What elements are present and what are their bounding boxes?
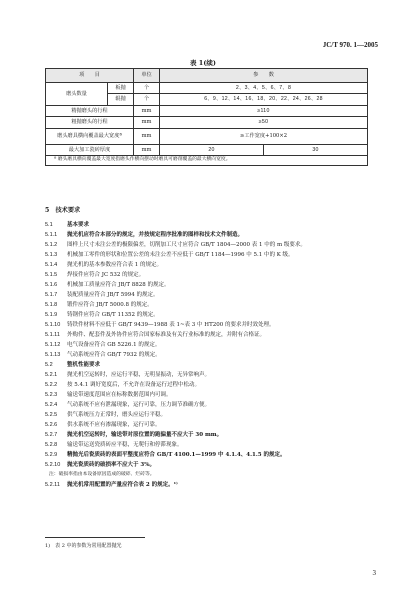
clause-text: 机械加工零件的形状和位置公差的未注公差不应低于 GB/T 1184—1996 中 5.1 中的 K 级。 [67, 252, 294, 258]
table-row [46, 144, 368, 155]
clause-item [45, 330, 375, 340]
clause-number: 5.1.1 [45, 232, 58, 238]
clause-item [45, 410, 375, 420]
clause-item [45, 440, 375, 450]
clause-text: 抛光机空运转时，输送带对原位置的跑偏量不应大于 30 mm。 [67, 432, 223, 438]
clause-text: 气动系统不应有泄漏现象，运行可靠，压力调节准确方便。 [67, 402, 211, 408]
clause-number: 5.1.5 [45, 272, 58, 278]
clause-item [45, 260, 375, 270]
clause-text: 抛光瓷质砖的破损率不应大于 3%。 [67, 462, 155, 468]
clause-item [45, 460, 375, 470]
row-unit: mm [134, 117, 160, 128]
spec-table [45, 68, 368, 166]
table-row [46, 83, 368, 94]
clause-number: 5.1.13 [45, 352, 61, 358]
clause-text: 抛光机空运转时，应运行平稳，无明显振动，无异常响声。 [67, 372, 211, 378]
clause-item [45, 240, 375, 250]
clause-text: 机械加工质量应符合 JB/T 8828 的规定。 [67, 282, 170, 288]
clause-text: 装配质量应符合 JB/T 5994 的规定。 [67, 292, 159, 298]
clause-heading [45, 360, 375, 370]
requirements-list [45, 220, 375, 490]
clause-item [45, 270, 375, 280]
clause-number: 5.1.2 [45, 242, 58, 248]
clause-item [45, 310, 375, 320]
clause-item [45, 320, 375, 330]
row-label: 最大加工瓷砖厚度 [46, 144, 134, 155]
clause-item [45, 230, 375, 240]
clause-text: 抛光机常用配置的产量应符合表 2 的规定。¹⁾ [67, 482, 178, 488]
clause-number: 5.2.11 [45, 482, 60, 488]
clause-item [45, 430, 375, 440]
clause-number: 5.2.9 [45, 452, 58, 458]
clause-text: 注：破损率指由本设备原因造成的破碎、烂砖等。 [49, 472, 155, 477]
clause-item [45, 420, 375, 430]
table-note-row [46, 155, 368, 165]
footnote-divider [45, 537, 145, 538]
row-unit: 个 [134, 94, 160, 105]
header-unit: 单位 [134, 69, 160, 83]
table-note: ª 磨头磨具横向覆盖最大宽度指磨头作横向摆动时磨具可磨削覆盖的最大横向宽度。 [46, 155, 368, 165]
clause-item [45, 380, 375, 390]
clause-text: 供水系统不应有渗漏现象，运行可靠。 [67, 422, 161, 428]
row-value: ≥工作宽度+100×2 [160, 128, 368, 144]
clause-text: 焊接件应符合 JC 532 的规定。 [67, 272, 145, 278]
clause-item [45, 300, 375, 310]
clause-number: 5.1.3 [45, 252, 58, 258]
clause-number: 5.1.10 [45, 322, 61, 328]
clause-number: 5.2.4 [45, 402, 58, 408]
clause-text: 精抛光后瓷质砖的表面平整度应符合 GB/T 4100.1—1999 中 4.1.4、4.1.5 的规定。 [67, 452, 286, 458]
table-header-row [46, 69, 368, 83]
clause-number: 5.1.11 [45, 332, 60, 338]
clause-item [45, 290, 375, 300]
table-row [46, 128, 368, 144]
row-unit: mm [134, 128, 160, 144]
clause-text: 输送带速度范围应在标称数据范围内可调。 [67, 392, 172, 398]
clause-number: 5.1.7 [45, 292, 58, 298]
clause-number: 5.2.1 [45, 372, 58, 378]
clause-heading [45, 220, 375, 230]
clause-item [45, 340, 375, 350]
clause-number: 5.2.10 [45, 462, 61, 468]
clause-item [45, 450, 375, 460]
clause-number: 5.1.4 [45, 262, 58, 268]
row-value: ≥110 [160, 105, 368, 116]
clause-item [45, 250, 375, 260]
row-label: 精抛磨头的行程 [46, 105, 134, 116]
clause-text: 铸铁件材料不应低于 GB/T 9439—1988 表 1~表 3 中 HT200 的要求并时效处理。 [67, 322, 275, 328]
row-sub: 板抛 [108, 83, 134, 94]
row-value: 6、9、12、14、16、18、20、22、24、26、28 [160, 94, 368, 105]
clause-item [45, 280, 375, 290]
row-label: 磨头磨具横向覆盖最大宽度ª [46, 128, 134, 144]
clause-text: 外购件、配套件及外协件应符合国家标准及有关行业标准的规定，并附有合格证。 [67, 332, 266, 338]
clause-number: 5.2.8 [45, 442, 58, 448]
clause-text: 锻件应符合 JB/T 5000.8 的规定。 [67, 302, 153, 308]
clause-item [45, 480, 375, 490]
row-unit: mm [134, 105, 160, 116]
table-row [46, 117, 368, 128]
row-sub: 辊抛 [108, 94, 134, 105]
clause-number: 5.1.12 [45, 342, 61, 348]
clause-text: 基本要求 [67, 222, 90, 228]
clause-text: 抛光机应符合本部分的规定，并按规定程序批准的图样和技术文件制造。 [67, 232, 244, 238]
clause-number: 5.2.2 [45, 382, 58, 388]
row-value: ≥50 [160, 117, 368, 128]
row-unit: 个 [134, 83, 160, 94]
clause-text: 供气系统压力正常时，磨头应运行平稳。 [67, 412, 167, 418]
clause-text: 按 5.4.1 调好宽度后，不允许在设备运行过程中松动。 [67, 382, 200, 388]
clause-item [45, 350, 375, 360]
row-unit: mm [134, 144, 160, 155]
clause-text: 抛光机的基本参数应符合表 1 的规定。 [67, 262, 162, 268]
clause-number: 5.2 [45, 362, 53, 368]
footnote: 1) 表 2 中的参数为常用配置抛光 [45, 543, 122, 549]
row-value: 2、3、4、5、6、7、8 [160, 83, 368, 94]
clause-text: 气动系统应符合 GB/T 7932 的规定。 [67, 352, 161, 358]
clause-number: 5.2.7 [45, 432, 58, 438]
clause-item [45, 390, 375, 400]
clause-item [45, 400, 375, 410]
clause-text: 电气设备应符合 GB 5226.1 的规定。 [67, 342, 161, 348]
clause-item [45, 370, 375, 380]
clause-number: 5.2.3 [45, 392, 58, 398]
clause-number: 5.1 [45, 222, 53, 228]
clause-note [45, 470, 375, 480]
page-number: 3 [372, 569, 376, 577]
table-row [46, 105, 368, 116]
header-params: 参 数 [160, 69, 368, 83]
clause-number: 5.2.6 [45, 422, 58, 428]
clause-text: 图样上尺寸未注公差的极限偏差，切削加工尺寸应符合 GB/T 1804—2000 表 1 中的 m 级要求。 [67, 242, 306, 248]
header-item: 项 目 [46, 69, 134, 83]
row-value-right: 30 [264, 144, 368, 155]
section-title: 5 技术要求 [45, 207, 81, 214]
row-label: 磨头数量 [46, 83, 108, 106]
clause-text: 输送带运送瓷质砖应平稳，无爬行和停滞现象。 [67, 442, 183, 448]
clause-text: 铸钢件应符合 GB/T 11352 的规定。 [67, 312, 159, 318]
table-title: 表 1(续) [190, 59, 216, 67]
clause-number: 5.1.8 [45, 302, 58, 308]
clause-number: 5.2.5 [45, 412, 58, 418]
page-header: JC/T 970. 1—2005 [322, 41, 378, 49]
row-value-left: 20 [160, 144, 264, 155]
clause-number: 5.1.9 [45, 312, 58, 318]
row-label: 粗抛磨头的行程 [46, 117, 134, 128]
clause-number: 5.1.6 [45, 282, 58, 288]
clause-text: 整机性能要求 [67, 362, 101, 368]
